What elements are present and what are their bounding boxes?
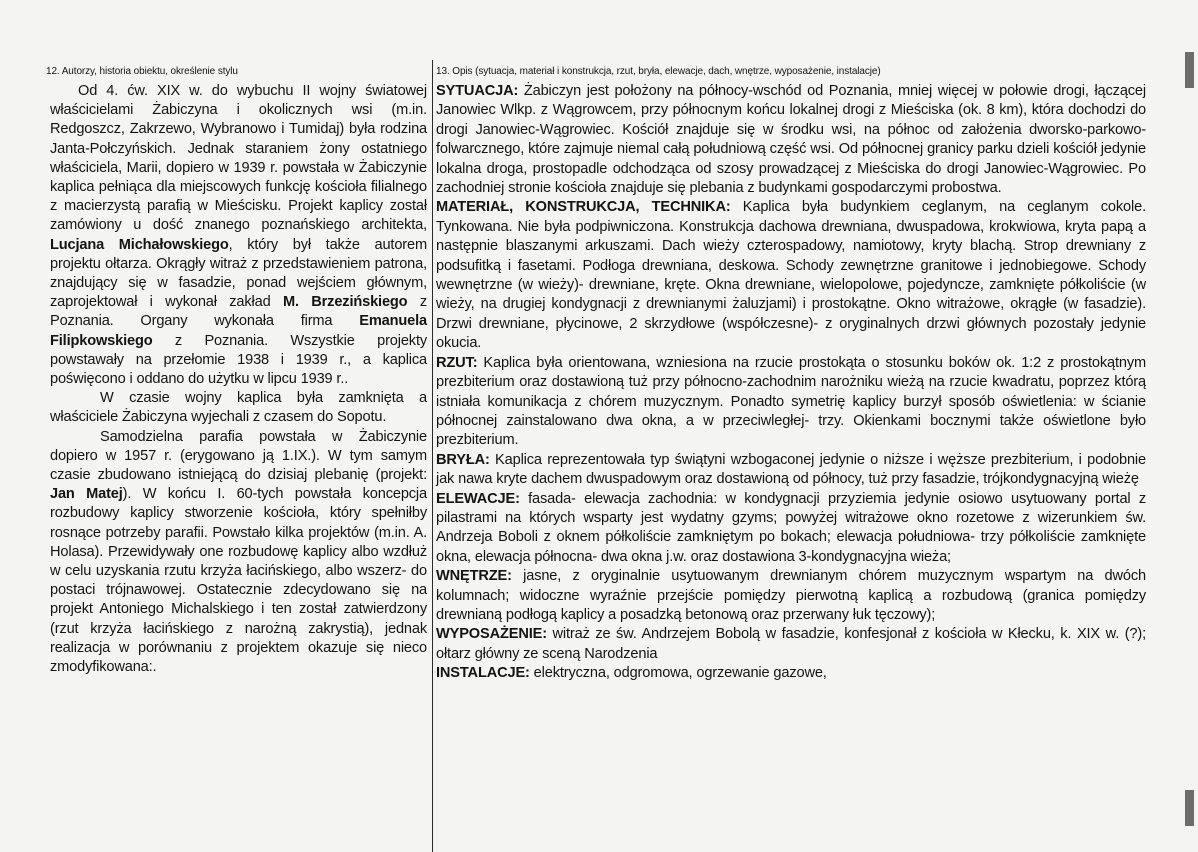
- section-text: Kaplica była orientowana, wzniesiona na rzucie prostokąta o stosunku boków ok. 1:2 z prostokątnym prezbiterium oraz dostawioną tuż przy północno-zachodnim narożniku wieżą na rzucie kwadratu, poprzez którą istniała komunikacja z chórem muzycznym. Ponadto symetrię kaplicy burzył sposób oświetlenia: w ścianie północnej zainstalowano dwa okna, a w przeciwległej- trzy. Okienkami bocznymi także oświetlone było prezbiterium.: [436, 354, 1146, 449]
- architect-name: Lucjana Michałowskiego: [50, 236, 229, 253]
- section-text: jasne, z oryginalnie usytuowanym drewnianym chórem muzycznym wspartym na dwóch kolumnach; widoczne wyraźnie przejście pomiędzy pierwotną kaplicą a rozbudową (granica pomiędzy drewnianą podłogą kaplicy a posadzką betonową oraz przerwany łuk tęczowy);: [436, 568, 1146, 623]
- organ-builder-name: Emanuela Filipkowskiego: [50, 313, 427, 349]
- text-run: z Poznania. Organy wykonała firma: [50, 294, 428, 330]
- text-run: Samodzielna parafia powstała w Żabiczynie dopiero w 1957 r. (erygowano ją 1.IX.). W tym samym czasie zbudowano istniejącą do dzisiaj plebanię (projekt:: [50, 428, 427, 484]
- section-situation: [436, 82, 1146, 198]
- section-text: Kaplica reprezentowała typ świątyni wzbogaconej jedynie o niższe i węższe prezbiterium, i podobnie jak nawa kryte dachem dwuspadowym oraz dostawioną od północy, tuż przy fasadzie, trójkondygnacyjną wieżę: [436, 451, 1146, 488]
- text-run: Od 4. ćw. XIX w. do wybuchu II wojny światowej właścicielami Żabiczyna i okolicznych wsi (m.in. Redgoszcz, Zakrzewo, Wybranowo i Tumidaj) była rodzina Janta-Połczyńskich. Jednak staraniem żony ostatniego właściciela, Marii, dopiero w 1939 r. powstała w Żabiczynie kaplica pełniąca dla miejscowych funkcję kościoła filialnego z macierzystą parafią w Mieścisku. Projekt kaplicy został zamówiony u dość znanego poznańskiego architekta,: [50, 83, 427, 234]
- section-elevations: [436, 490, 1146, 568]
- section-label: SYTUACJA:: [436, 83, 519, 99]
- section-label: ELEWACJE:: [436, 490, 520, 507]
- section-text: elektryczna, odgromowa, ogrzewanie gazowe,: [529, 665, 827, 682]
- section-label: MATERIAŁ, KONSTRUKCJA, TECHNIKA:: [436, 199, 731, 216]
- section-material: [436, 198, 1146, 353]
- scan-edge-mark: [1185, 790, 1194, 826]
- scan-edge-mark: [1185, 52, 1194, 88]
- text-run: z Poznania. Wszystkie projekty powstawały na przełomie 1938 i 1939 r., a kaplica poświęcono i oddano do użytku w lipcu 1939 r..: [50, 332, 427, 388]
- history-paragraph-3: [50, 428, 427, 678]
- description-heading: 13. Opis (sytuacja, materiał i konstrukcja, rzut, bryła, elewacje, dach, wnętrze, wyposażenie, instalacje): [436, 66, 881, 77]
- section-label: BRYŁA:: [436, 451, 490, 468]
- section-massing: [436, 451, 1146, 490]
- description-body: [436, 82, 1150, 684]
- section-label: WNĘTRZE:: [436, 568, 512, 585]
- text-run: ). W końcu I. 60-tych powstała koncepcja rozbudowy kaplicy stworzenie kościoła, który spełniłby rosnące potrzeby parafii. Powstało kilka projektów (m.in. A. Holasa). Przewidywały one rozbudowę kaplicy albo wzdłuż w celu uzyskania rzutu krzyża łacińskiego, albo wszerz- do postaci trójnawowej. Ostatecznie zdecydowano się na projekt Antoniego Michalskiego i ten został zatwierdzony (rzut krzyża łacińskiego z narożną zakrystią), jednak realizacja w porównaniu z projektem okazuje się nieco zmodyfikowana:.: [50, 486, 427, 676]
- history-paragraph-1: [50, 82, 427, 389]
- text-run: , który był także autorem projektu ołtarza. Okrągły witraż z przedstawieniem patrona, znajdujący się w fasadzie, ponad wejściem głównym, zaprojektował i wykonał zakład: [50, 236, 427, 311]
- history-column: [46, 60, 433, 852]
- section-label: INSTALACJE:: [436, 665, 530, 682]
- section-text: witraż ze św. Andrzejem Bobolą w fasadzie, konfesjonał z kościoła w Kłecku, k. XIX w. (?); ołtarz główny ze sceną Narodzenia: [436, 626, 1146, 662]
- section-installations: [436, 664, 1146, 683]
- section-plan: [436, 354, 1146, 451]
- section-interior: [436, 567, 1146, 625]
- workshop-name: M. Brzezińskiego: [282, 294, 408, 311]
- section-text: fasada- elewacja zachodnia: w kondygnacji przyziemia jedynie osiowo usytuowany portal z pilastrami na których wsparty jest wydatny gzyms; powyżej witrażowe okno rozetowe z wizerunkiem św. Andrzeja Boboli z oknem półkoliście zamkniętym po bokach; elewacja południowa- trzy półkoliście zamknięte okna, elewacja północna- dwa okna j.w. oraz dostawiona 3-kondygnacyjna wieża;: [436, 490, 1146, 565]
- history-paragraph-2: W czasie wojny kaplica była zamknięta a właściciele Żabiczyna wyjechali z czasem do Sopotu.: [50, 390, 427, 426]
- section-label: RZUT:: [436, 354, 478, 371]
- history-body: [46, 82, 432, 677]
- description-column: [432, 60, 1150, 852]
- rectory-architect-name: Jan Matej: [50, 486, 123, 503]
- section-text: Żabiczyn jest położony na północy-wschód od Poznania, mniej więcej w połowie drogi, łączącej Janowiec Wlkp. z Wągrowcem, przy północnym końcu lokalnej drogi z Mieściska (ok. 8 km), która dochodzi do drogi Janowiec-Wągrowiec. Kościół znajduje się w środku wsi, na północ od założenia dworsko-parkowo-folwarcznego, które zajmuje niemal całą południową część wsi. Od północnej granicy parku dzieli kościół jedynie lokalna droga, prostopadle odchodząca od szosy prowadzącej z Mieściska do drogi Janowiec-Wągrowiec. Po zachodniej stronie kościoła znajduje się plebania z budynkami gospodarczymi probostwa.: [436, 83, 1146, 197]
- section-label: WYPOSAŻENIE:: [436, 626, 547, 643]
- section-text: Kaplica była budynkiem ceglanym, na ceglanym cokole. Tynkowana. Nie była podpiwniczona. Konstrukcja dachowa drewniana, dwuspadowa, krokwiowa, kryta papą a następnie blaszanymi arkuszami. Dach wieży czterospadowy, namiotowy, kryty blachą. Strop drewniany z podsufitką i fasetami. Podłoga drewniana, deskowa. Schody zewnętrzne granitowe i jednobiegowe. Schody wewnętrzne (w wieży)- drewniane, kręte. Okna drewniane, wielopolowe, pojedyncze, zamknięte półkoliście (w wieży, na drugiej kondygnacji z drewnianymi żaluzjami) i prostokątne. Okno witrażowe, okrągłe (w fasadzie). Drzwi drewniane, płycinowe, 2 skrzydłowe (współczesne)- z oryginalnych drzwi głównych pozostały jedynie okucia.: [436, 199, 1146, 352]
- history-heading: 12. Autorzy, historia obiektu, określenie stylu: [46, 66, 238, 77]
- section-furnishings: [436, 625, 1146, 664]
